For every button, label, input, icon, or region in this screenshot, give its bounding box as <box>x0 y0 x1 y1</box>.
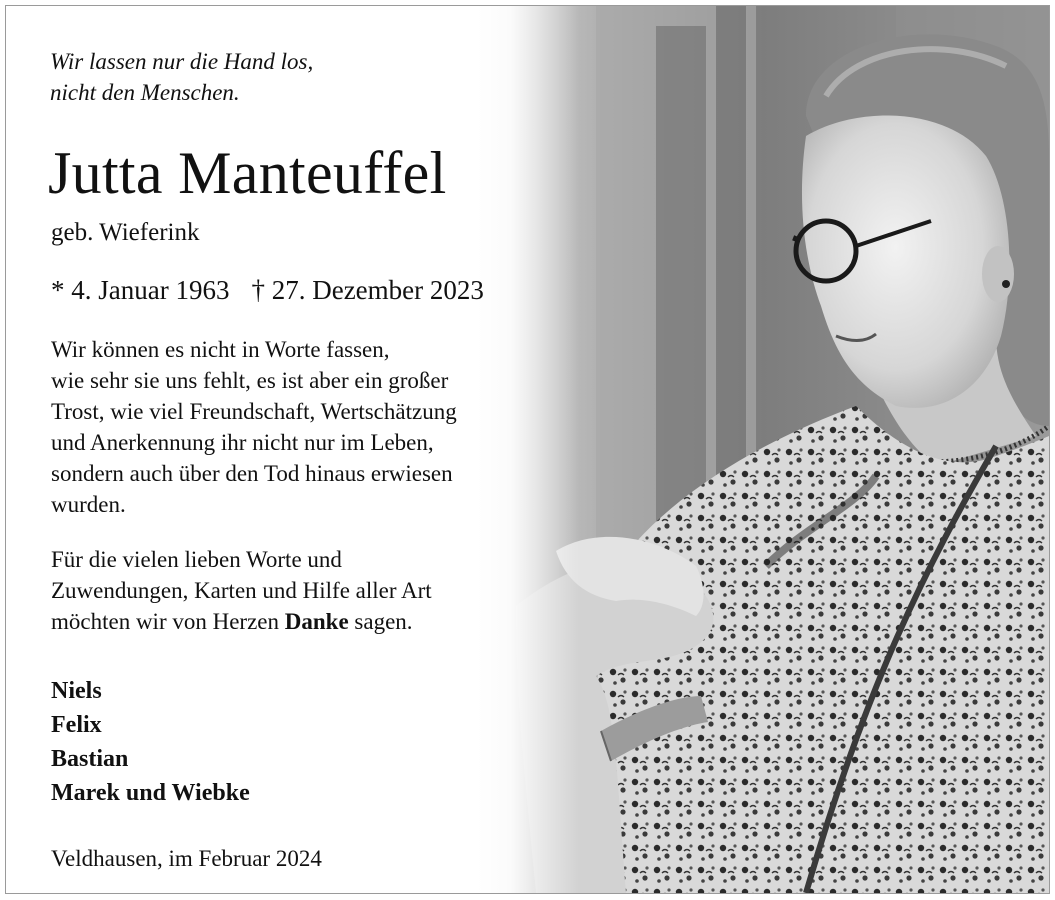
life-dates <box>51 274 484 306</box>
signer: Niels <box>51 678 102 704</box>
motto: Wir lassen nur die Hand los, nicht den Menschen. <box>50 49 314 105</box>
gratitude-paragraph: Wir können es nicht in Worte fassen, wie sehr sie uns fehlt, es ist aber ein großer Trost, wie viel Freundschaft, Wertschätzung und Anerkennung ihr nicht nur im Leben, sondern auch über den Tod hinaus erwiesen wurden. <box>51 337 457 517</box>
birth-date: * 4. Januar 1963 <box>51 275 230 305</box>
signers-list <box>51 674 250 810</box>
signer: Marek und Wiebke <box>51 780 250 806</box>
portrait-photo-image <box>476 6 1049 893</box>
death-date: † 27. Dezember 2023 <box>251 275 484 305</box>
thanks-text: Für die vielen lieben Worte und Zuwendungen, Karten und Hilfe aller Art möchten wir von Herzen <box>51 547 432 634</box>
thanks-text-end: sagen. <box>348 609 413 634</box>
thanks-emphasis: Danke <box>284 609 349 634</box>
thanks-paragraph <box>51 544 432 637</box>
place-and-date: Veldhausen, im Februar 2024 <box>51 846 322 871</box>
signer: Bastian <box>51 746 129 772</box>
deceased-name: Jutta Manteuffel <box>48 140 447 206</box>
obituary-notice <box>5 5 1050 894</box>
portrait-photo <box>476 6 1049 893</box>
birth-name: geb. Wieferink <box>51 219 200 246</box>
signer: Felix <box>51 712 102 738</box>
